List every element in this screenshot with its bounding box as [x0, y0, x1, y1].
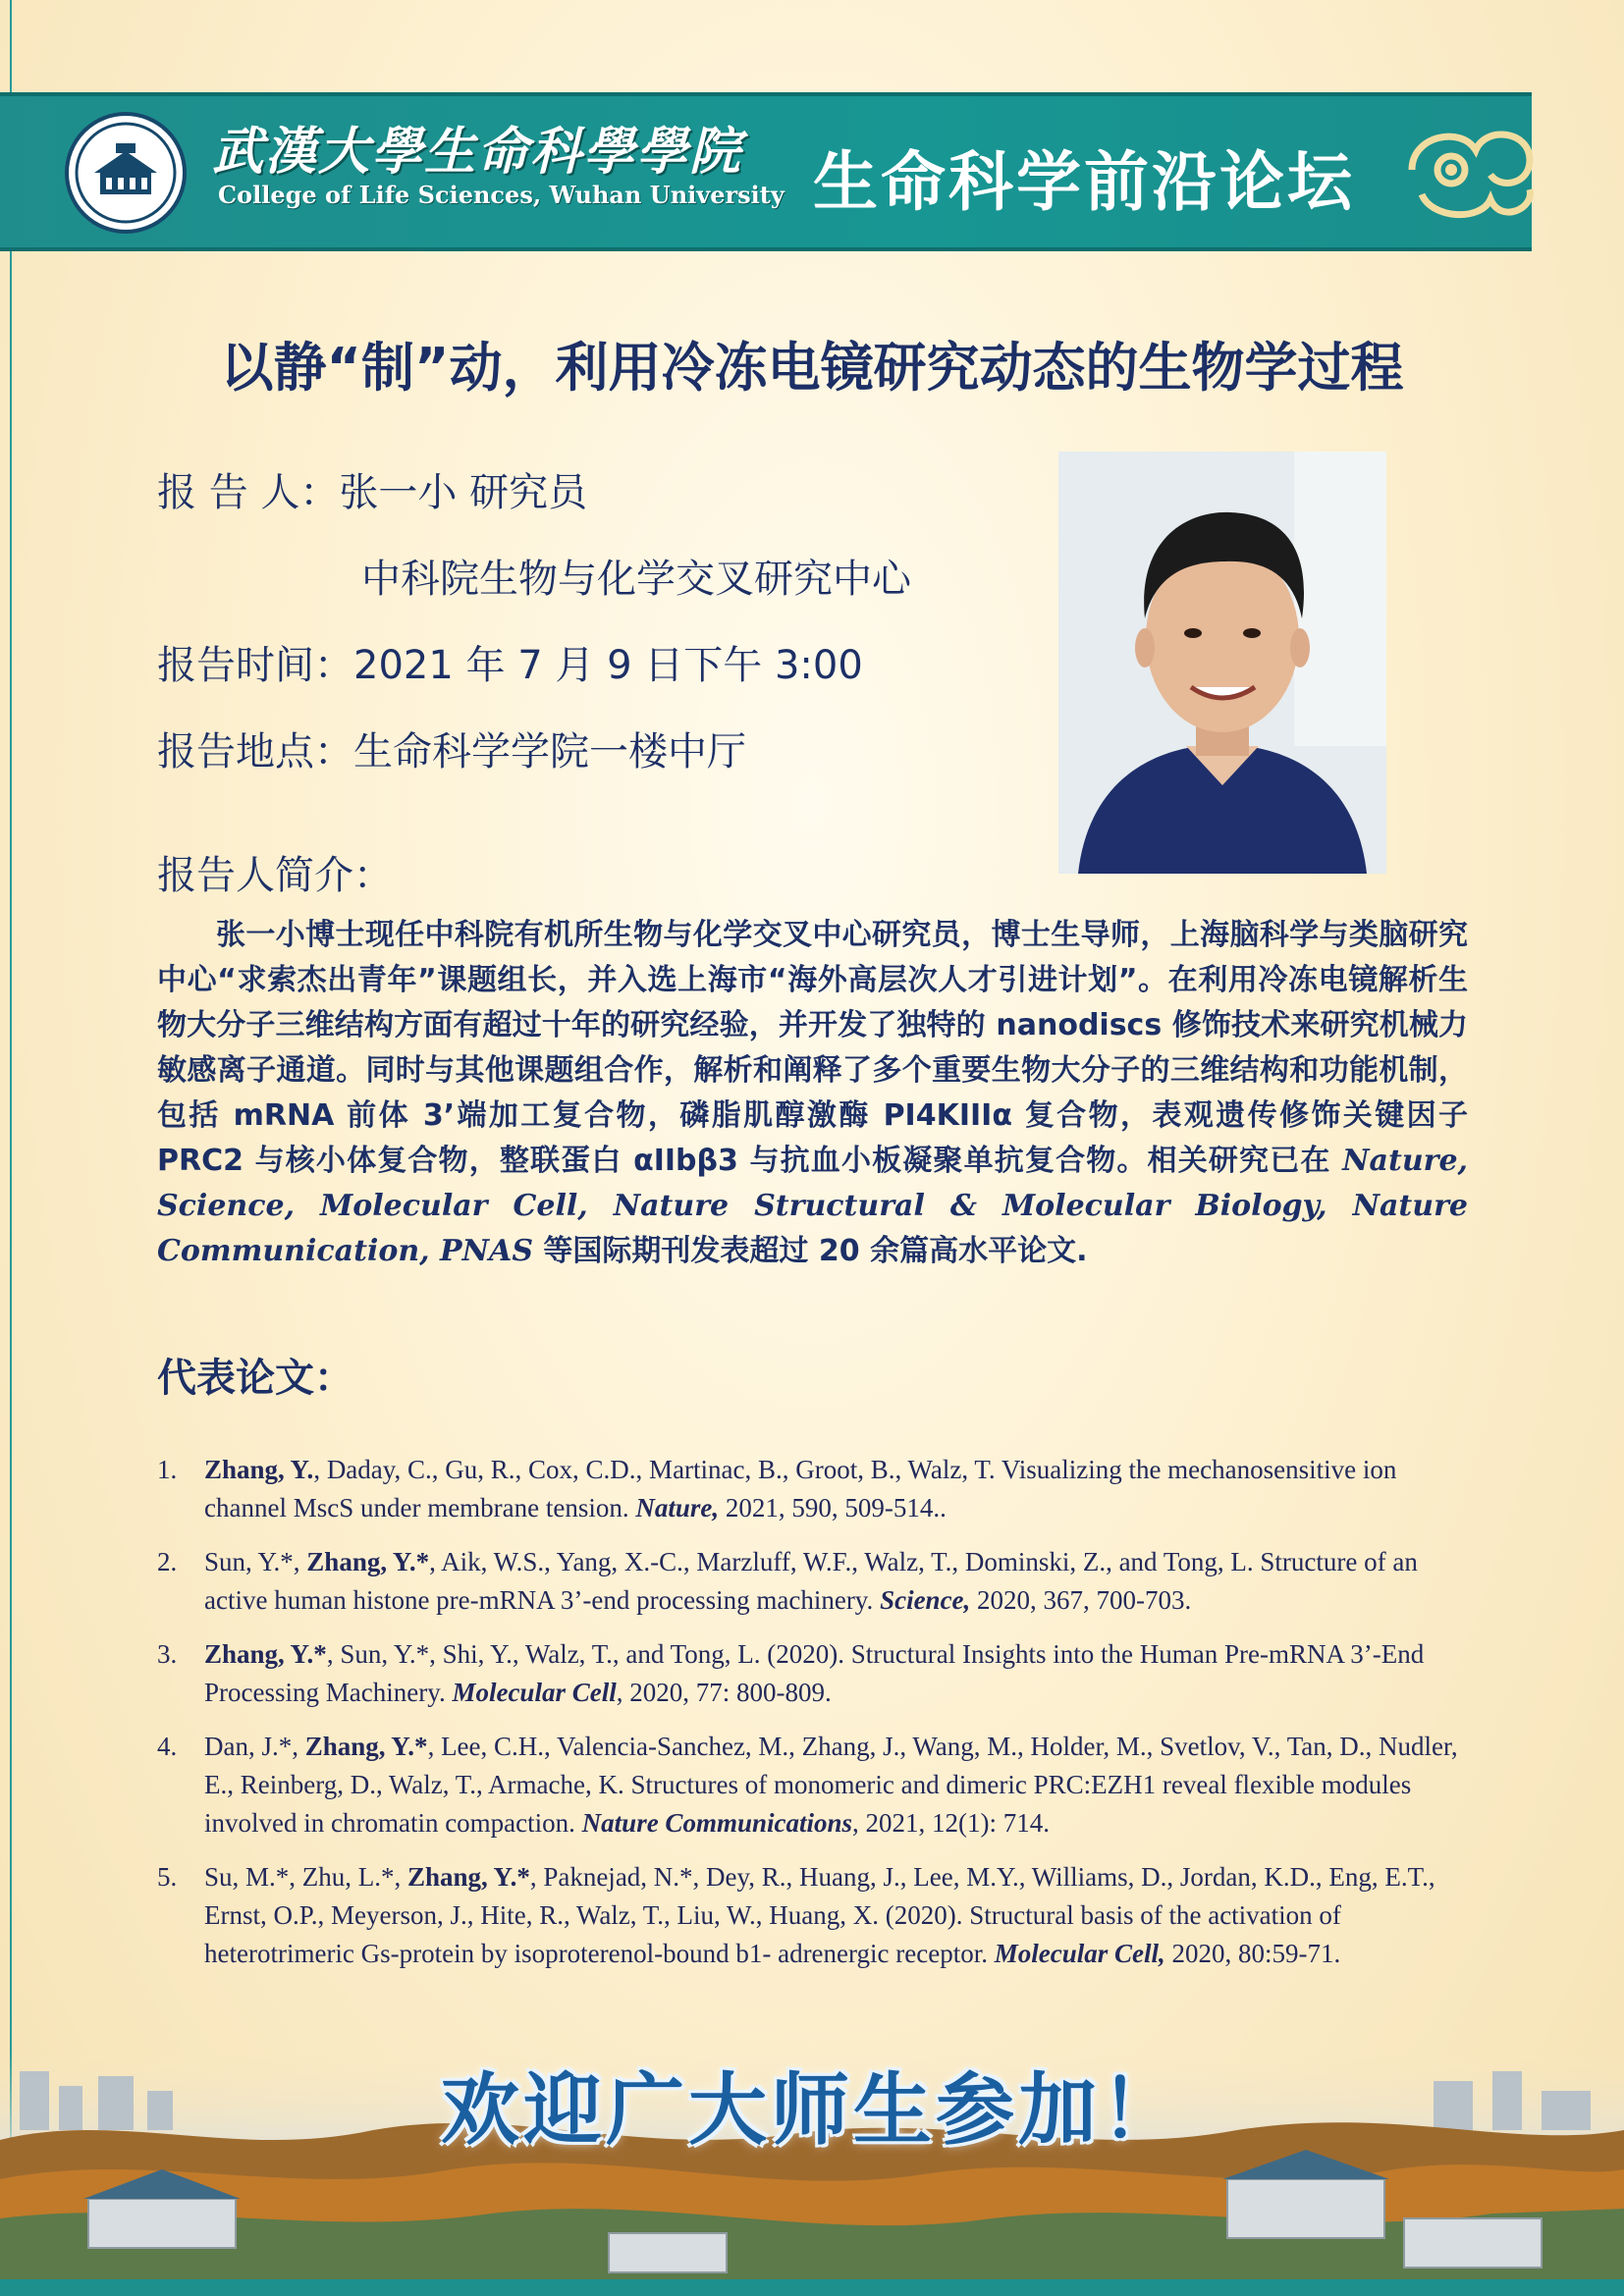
intro-heading: 报告人简介：	[157, 853, 393, 898]
talk-title: 以静“制”动，利用冷冻电镜研究动态的生物学过程	[220, 337, 1404, 399]
speaker-photo	[1058, 452, 1386, 874]
bio-text-part2: 等国际期刊发表超过 20 余篇高水平论文.	[532, 1234, 1088, 1268]
college-name-english: College of Life Sciences, Wuhan University	[218, 181, 785, 209]
reference-item: 5. Su, M.*, Zhu, L.*, Zhang, Y.*, Paknejad, N.*, Dey, R., Huang, J., Lee, M.Y., Williams, D., Jordan, K.D., Eng, E.T., Ernst, O.P., Meyerson, J., Hite, R., Walz, T., Liu, W., Huang, X. (2020). Structural basis of the activation of heterotrimeric Gs-protein by isoproterenol-bound b1- adrenergic receptor. Molecular Cell, 2020, 80:59-71.	[157, 1862, 1435, 1968]
speaker-line: 报 告 人：张一小 研究员	[157, 470, 588, 515]
reference-item: 4. Dan, J.*, Zhang, Y.*, Lee, C.H., Valencia-Sanchez, M., Zhang, J., Wang, M., Holder, M., Svetlov, V., Tan, D., Nudler, E., Reinberg, D., Walz, T., Armache, K. Structures of monomeric and dimeric PRC:EZH1 reveal flexible modules involved in chromatin compaction. Nature Communications, 2021, 12(1): 714.	[157, 1732, 1458, 1838]
bio-journal-list: Nature, Science, Molecular Cell, Nature Structural & Molecular Biology, Nature Communication, PNAS	[157, 1144, 1468, 1268]
college-name-chinese: 武漢大學生命科學學院	[212, 122, 743, 182]
university-logo	[65, 112, 187, 234]
reference-item: 3. Zhang, Y.*, Sun, Y.*, Shi, Y., Walz, T., and Tong, L. (2020). Structural Insights into the Human Pre-mRNA 3’-End Processing Machinery. Molecular Cell, 2020, 77: 800-809.	[157, 1639, 1425, 1707]
reference-item: 2. Sun, Y.*, Zhang, Y.*, Aik, W.S., Yang, X.-C., Marzluff, W.F., Walz, T., Dominski, Z., and Tong, L. Structure of an active human histone pre-mRNA 3’-end processing machinery. Science, 2020, 367, 700-703.	[157, 1547, 1418, 1615]
cloud-ornament-icon	[1392, 106, 1540, 234]
speaker-biography	[157, 913, 1468, 1274]
forum-title: 生命科学前沿论坛	[813, 144, 1355, 220]
affiliation-line: 中科院生物与化学交叉研究中心	[361, 557, 911, 602]
time-line: 报告时间：2021 年 7 月 9 日下午 3:00	[157, 643, 863, 688]
reference-list	[157, 1451, 1483, 1989]
place-line: 报告地点：生命科学学院一楼中厅	[157, 729, 746, 774]
representative-papers-heading: 代表论文：	[157, 1356, 353, 1401]
reference-item: 1. Zhang, Y., Daday, C., Gu, R., Cox, C.D., Martinac, B., Groot, B., Walz, T. Visualizing the mechanosensitive ion channel MscS under membrane tension. Nature, 2021, 590, 509-514..	[157, 1455, 1397, 1522]
bio-text-part1: 张一小博士现任中科院有机所生物与化学交叉中心研究员，博士生导师，上海脑科学与类脑研究中心“求索杰出青年”课题组长，并入选上海市“海外高层次人才引进计划”。在利用冷冻电镜解析生物大分子三维结构方面有超过十年的研究经验，并开发了独特的 nanodiscs 修饰技术来研究机械力敏感离子通道。同时与其他课题组合作，解析和阐释了多个重要生物大分子的三维结构和功能机制，包括 mRNA 前体 3’端加工复合物，磷脂肌醇激酶 PI4KIIIα 复合物，表观遗传修饰关键因子 PRC2 与核小体复合物，整联蛋白 αIIbβ3 与抗血小板凝聚单抗复合物。相关研究已在	[157, 918, 1468, 1178]
welcome-slogan: 欢迎广大师生参加！	[441, 2064, 1183, 2156]
